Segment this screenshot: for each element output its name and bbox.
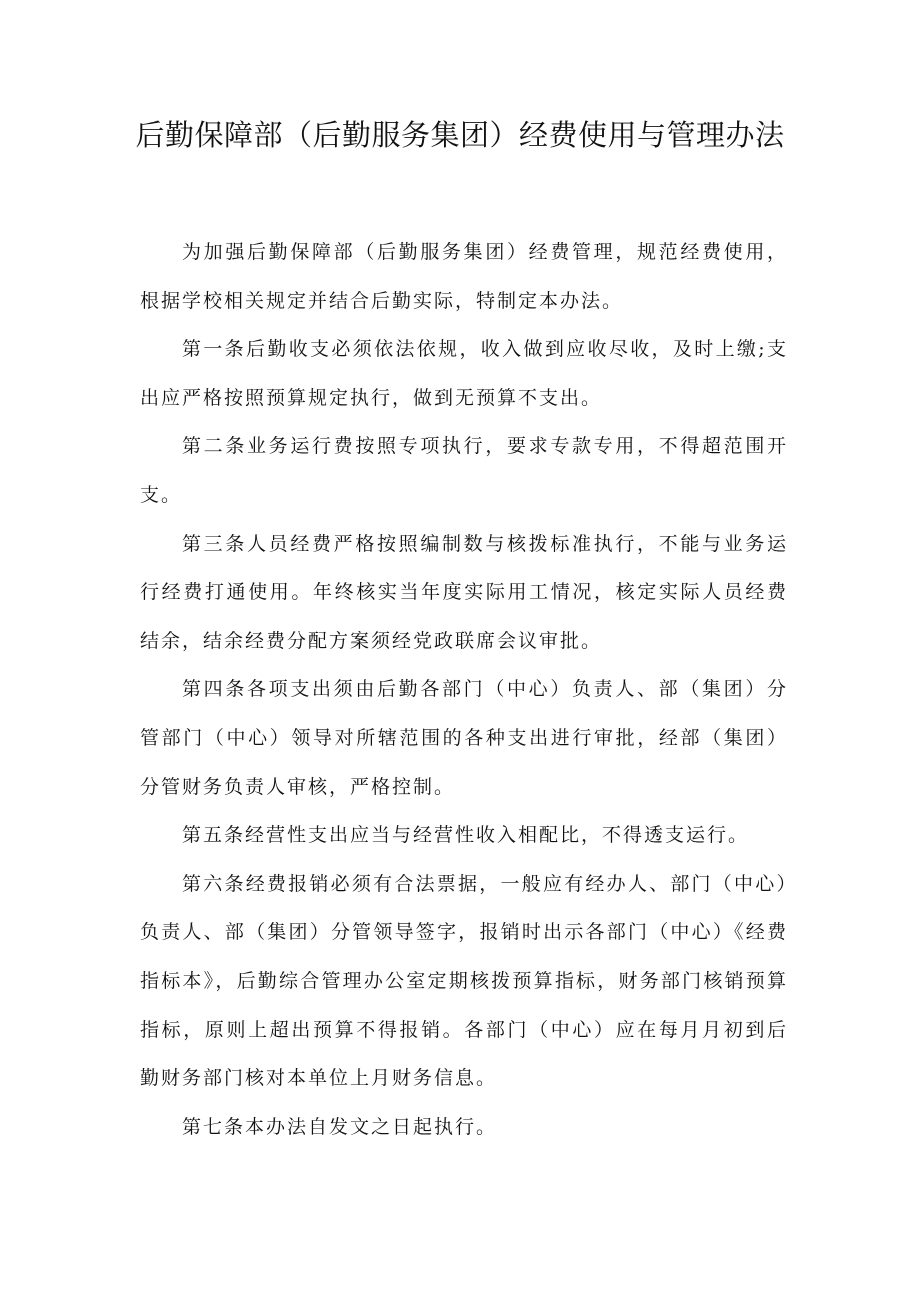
paragraph-article-5: 第五条经营性支出应当与经营性收入相配比，不得透支运行。 bbox=[182, 824, 750, 847]
paragraph-article-3: 第三条人员经费严格按照编制数与核拨标准执行，不能与业务运行经费打通使用。年终核实当年度实际用工情况，核定实际人员经费结余，结余经费分配方案须经党政联席会议审批。 bbox=[140, 532, 788, 652]
document-title: 后勤保障部（后勤服务集团）经费使用与管理办法 bbox=[135, 118, 785, 152]
paragraph-article-2: 第二条业务运行费按照专项执行，要求专款专用，不得超范围开支。 bbox=[140, 435, 788, 506]
paragraph-article-4: 第四条各项支出须由后勤各部门（中心）负责人、部（集团）分管部门（中心）领导对所辖范围的各种支出进行审批，经部（集团）分管财务负责人审核，严格控制。 bbox=[140, 678, 788, 798]
paragraph-article-7: 第七条本办法自发文之日起执行。 bbox=[182, 1115, 498, 1138]
paragraph-article-1: 第一条后勤收支必须依法依规，收入做到应收尽收，及时上缴;支出应严格按照预算规定执行，做到无预算不支出。 bbox=[140, 338, 788, 409]
paragraph-article-6: 第六条经费报销必须有合法票据，一般应有经办人、部门（中心）负责人、部（集团）分管领导签字，报销时出示各部门（中心）《经费指标本》，后勤综合管理办公室定期核拨预算指标，财务部门核销预算指标，原则上超出预算不得报销。各部门（中心）应在每月月初到后勤财务部门核对本单位上月财务信息。 bbox=[140, 872, 788, 1090]
document-body bbox=[140, 228, 788, 1151]
paragraph-preamble: 为加强后勤保障部（后勤服务集团）经费管理，规范经费使用，根据学校相关规定并结合后勤实际，特制定本办法。 bbox=[140, 241, 788, 312]
